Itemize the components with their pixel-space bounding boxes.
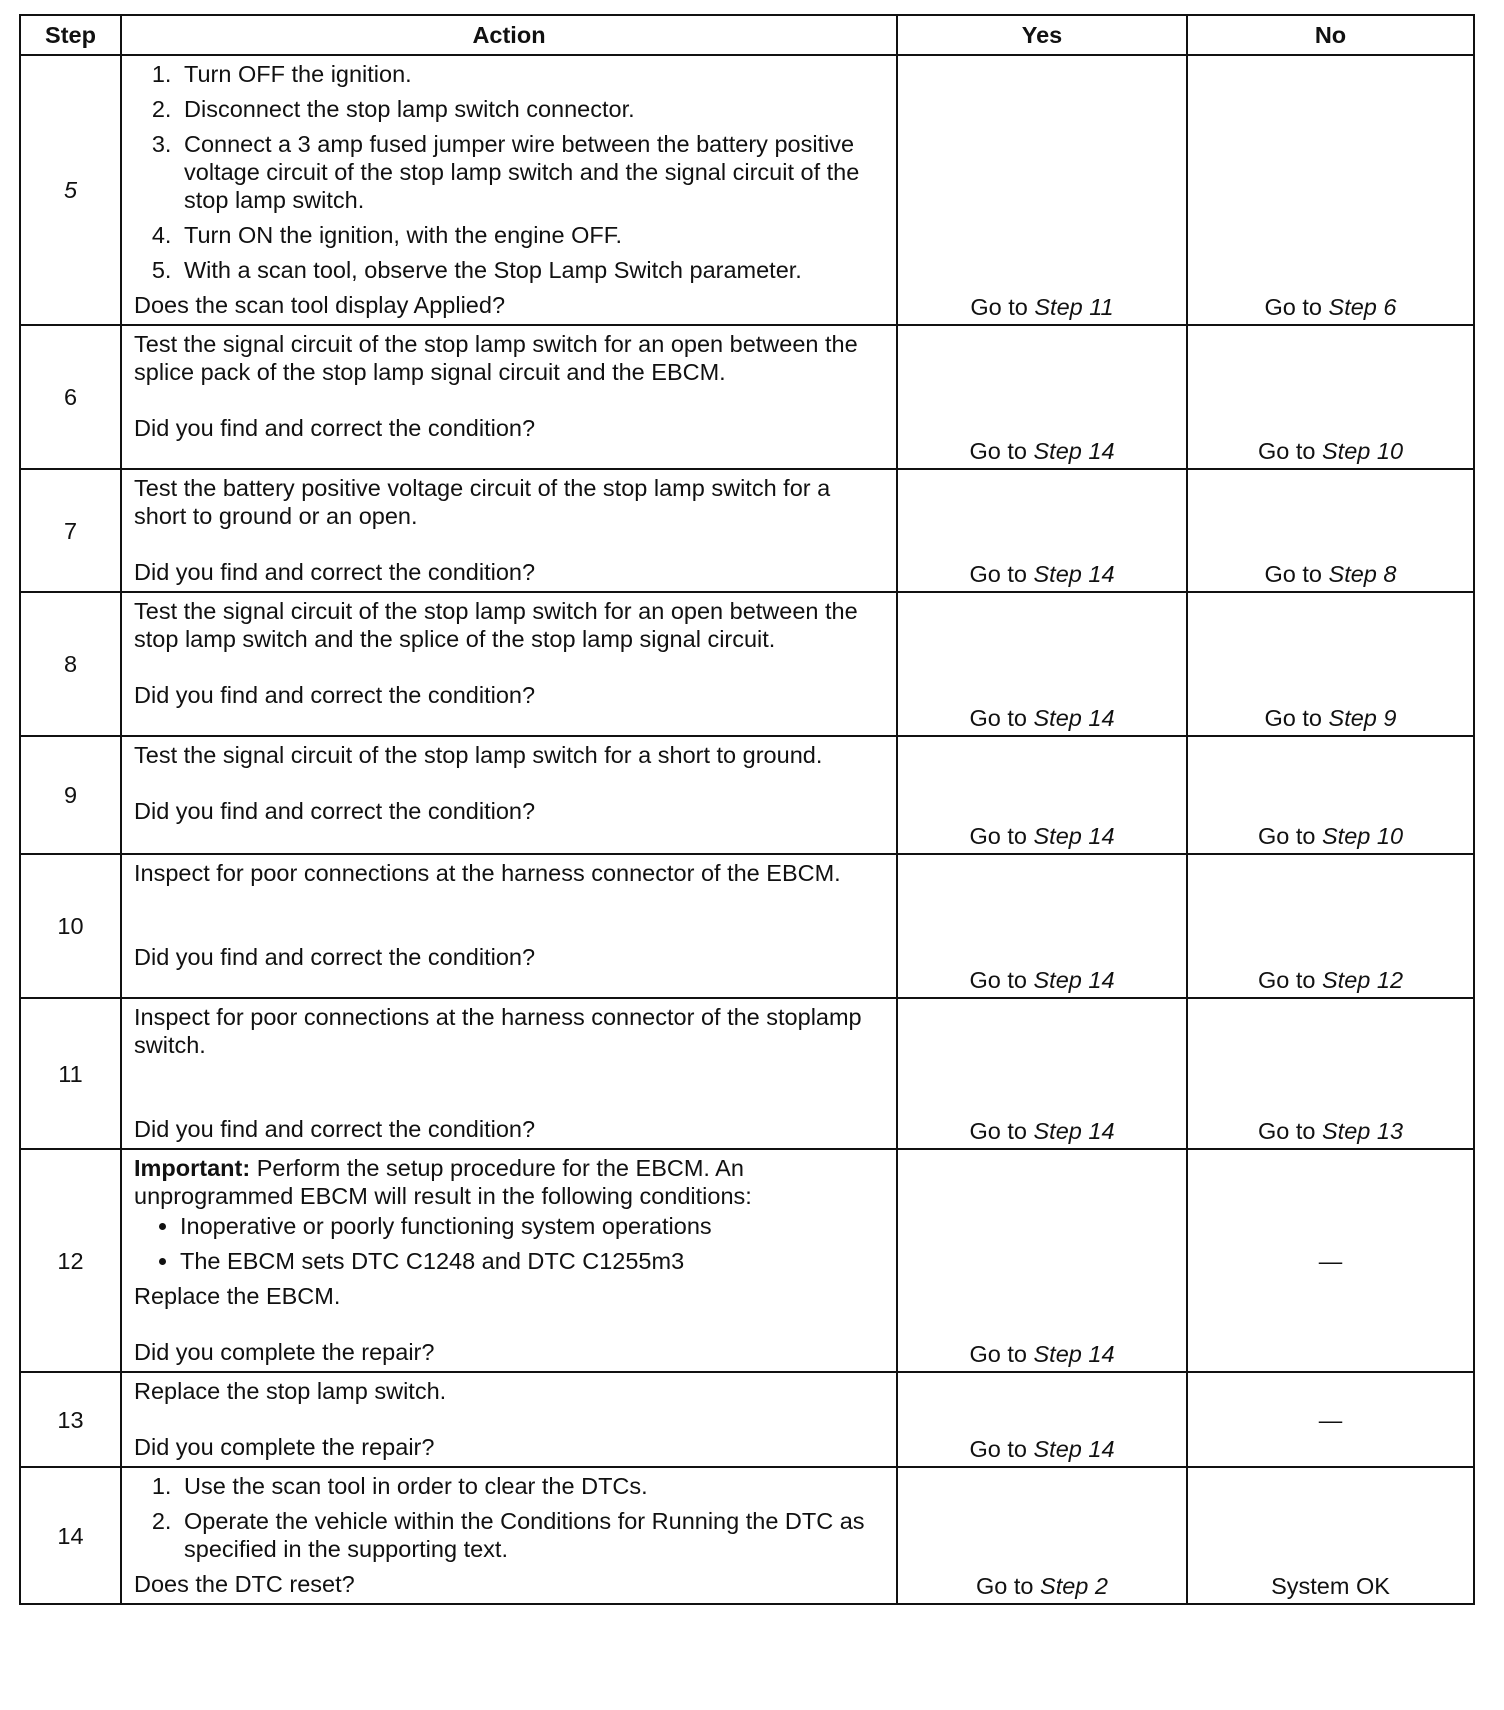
table-row <box>20 469 1474 592</box>
table-row <box>20 1372 1474 1467</box>
goto-prefix: Go to <box>1257 823 1316 849</box>
step-link[interactable]: Step 6 <box>1328 294 1397 320</box>
step-number: 11 <box>20 998 121 1149</box>
step-link[interactable]: Step 14 <box>1033 561 1115 587</box>
step-link[interactable]: Step 9 <box>1328 705 1397 731</box>
action-cell <box>121 325 897 469</box>
table-row <box>20 998 1474 1149</box>
step-number: 9 <box>20 736 121 854</box>
goto-prefix: Go to <box>1264 294 1322 320</box>
list-item: 2. Operate the vehicle within the Conditions for Running the DTC as specified in the supporting text. <box>178 1507 886 1563</box>
goto-prefix: Go to <box>1264 705 1322 731</box>
table-row <box>20 592 1474 736</box>
question: Did you find and correct the condition? <box>134 1116 536 1142</box>
header-action: Action <box>121 15 897 55</box>
no-cell <box>1187 592 1474 736</box>
table-row <box>20 854 1474 998</box>
no-cell <box>1187 55 1474 325</box>
table-row <box>20 1149 1474 1372</box>
header-no: No <box>1187 15 1474 55</box>
no-cell <box>1187 325 1474 469</box>
step-link[interactable]: Step 10 <box>1322 438 1404 464</box>
yes-cell <box>897 469 1187 592</box>
header-row <box>20 15 1474 55</box>
action-list <box>134 60 886 284</box>
step-link[interactable]: Step 14 <box>1033 438 1115 464</box>
step-number: 12 <box>20 1149 121 1372</box>
header-yes: Yes <box>897 15 1187 55</box>
important-text: Perform the setup procedure for the EBCM. An unprogrammed EBCM will result in the following conditions: <box>134 1155 752 1209</box>
step-link[interactable]: Step 14 <box>1033 1436 1115 1462</box>
goto-prefix: Go to <box>969 967 1027 993</box>
no-cell <box>1187 854 1474 998</box>
important-note <box>134 1154 886 1210</box>
action-cell <box>121 55 897 325</box>
action-text: Test the signal circuit of the stop lamp switch for a short to ground. <box>134 742 823 768</box>
action-text: Inspect for poor connections at the harness connector of the stoplamp switch. <box>134 1004 862 1058</box>
yes-cell <box>897 592 1187 736</box>
step-link[interactable]: Step 14 <box>1033 1341 1115 1367</box>
step-number: 13 <box>20 1372 121 1467</box>
goto-prefix: Go to <box>969 561 1027 587</box>
question: Does the scan tool display Applied? <box>134 292 506 318</box>
diagnostic-table <box>19 14 1475 1605</box>
goto-prefix: Go to <box>1257 967 1316 993</box>
step-link[interactable]: Step 11 <box>1034 294 1114 320</box>
yes-cell <box>897 1372 1187 1467</box>
header-step: Step <box>20 15 121 55</box>
table-row <box>20 1467 1474 1604</box>
table-row <box>20 736 1474 854</box>
question: Did you complete the repair? <box>134 1339 435 1365</box>
yes-cell <box>897 325 1187 469</box>
question: Did you find and correct the condition? <box>134 798 536 824</box>
question: Did you find and correct the condition? <box>134 415 536 441</box>
step-link[interactable]: Step 14 <box>1033 1118 1115 1144</box>
action-text: Replace the EBCM. <box>134 1283 341 1309</box>
no-cell: System OK <box>1187 1467 1474 1604</box>
action-cell <box>121 592 897 736</box>
no-cell <box>1187 469 1474 592</box>
list-item: 2. Disconnect the stop lamp switch connector. <box>178 95 886 123</box>
step-number: 6 <box>20 325 121 469</box>
yes-cell <box>897 1149 1187 1372</box>
question: Did you find and correct the condition? <box>134 944 536 970</box>
question: Did you complete the repair? <box>134 1434 435 1460</box>
goto-prefix: Go to <box>969 1436 1027 1462</box>
step-link[interactable]: Step 2 <box>1040 1573 1108 1599</box>
action-cell <box>121 1467 897 1604</box>
goto-prefix: Go to <box>969 1341 1027 1367</box>
step-number: 8 <box>20 592 121 736</box>
action-text: Inspect for poor connections at the harness connector of the EBCM. <box>134 860 841 886</box>
step-number: 14 <box>20 1467 121 1604</box>
goto-prefix: Go to <box>970 294 1028 320</box>
list-item: 1. Turn OFF the ignition. <box>178 60 886 88</box>
no-cell <box>1187 736 1474 854</box>
step-number: 7 <box>20 469 121 592</box>
goto-prefix: Go to <box>969 438 1027 464</box>
yes-cell <box>897 998 1187 1149</box>
list-item: • The EBCM sets DTC C1248 and DTC C1255m3 <box>180 1247 886 1275</box>
goto-prefix: Go to <box>976 1573 1034 1599</box>
action-text: Test the signal circuit of the stop lamp switch for an open between the stop lamp switch and the splice of the stop lamp signal circuit. <box>134 598 858 652</box>
action-cell <box>121 736 897 854</box>
step-link[interactable]: Step 14 <box>1033 705 1115 731</box>
action-cell <box>121 469 897 592</box>
goto-prefix: Go to <box>969 705 1027 731</box>
list-item: 4. Turn ON the ignition, with the engine OFF. <box>178 221 886 249</box>
step-link[interactable]: Step 8 <box>1328 561 1397 587</box>
no-cell <box>1187 998 1474 1149</box>
step-link[interactable]: Step 10 <box>1322 823 1404 849</box>
action-text: Test the signal circuit of the stop lamp switch for an open between the splice pack of the stop lamp signal circuit and the EBCM. <box>134 331 858 385</box>
goto-prefix: Go to <box>1257 438 1316 464</box>
question: Did you find and correct the condition? <box>134 682 536 708</box>
action-list <box>134 1472 886 1563</box>
action-cell <box>121 1372 897 1467</box>
step-number: 5 <box>20 55 121 325</box>
action-text: Test the battery positive voltage circuit of the stop lamp switch for a short to ground or an open. <box>134 475 831 529</box>
yes-cell <box>897 736 1187 854</box>
question: Does the DTC reset? <box>134 1571 355 1597</box>
step-number: 10 <box>20 854 121 998</box>
list-item: 3. Connect a 3 amp fused jumper wire between the battery positive voltage circuit of the stop lamp switch and the signal circuit of the stop lamp switch. <box>178 130 886 214</box>
important-label: Important: <box>134 1155 251 1181</box>
goto-prefix: Go to <box>1257 1118 1316 1144</box>
goto-prefix: Go to <box>969 1118 1027 1144</box>
step-link[interactable]: Step 14 <box>1033 823 1115 849</box>
step-link[interactable]: Step 14 <box>1033 967 1115 993</box>
table-row <box>20 325 1474 469</box>
action-text: Replace the stop lamp switch. <box>134 1378 447 1404</box>
action-cell <box>121 1149 897 1372</box>
action-cell <box>121 854 897 998</box>
action-cell <box>121 998 897 1149</box>
table-row <box>20 55 1474 325</box>
goto-prefix: Go to <box>1264 561 1322 587</box>
list-item: 5. With a scan tool, observe the Stop Lamp Switch parameter. <box>178 256 886 284</box>
no-cell: — <box>1187 1372 1474 1467</box>
list-item: 1. Use the scan tool in order to clear the DTCs. <box>178 1472 886 1500</box>
yes-cell <box>897 1467 1187 1604</box>
step-link[interactable]: Step 12 <box>1322 967 1404 993</box>
condition-list <box>134 1212 886 1275</box>
question: Did you find and correct the condition? <box>134 559 536 585</box>
step-link[interactable]: Step 13 <box>1322 1118 1404 1144</box>
no-cell: — <box>1187 1149 1474 1372</box>
yes-cell <box>897 55 1187 325</box>
list-item: • Inoperative or poorly functioning system operations <box>180 1212 886 1240</box>
goto-prefix: Go to <box>969 823 1027 849</box>
yes-cell <box>897 854 1187 998</box>
